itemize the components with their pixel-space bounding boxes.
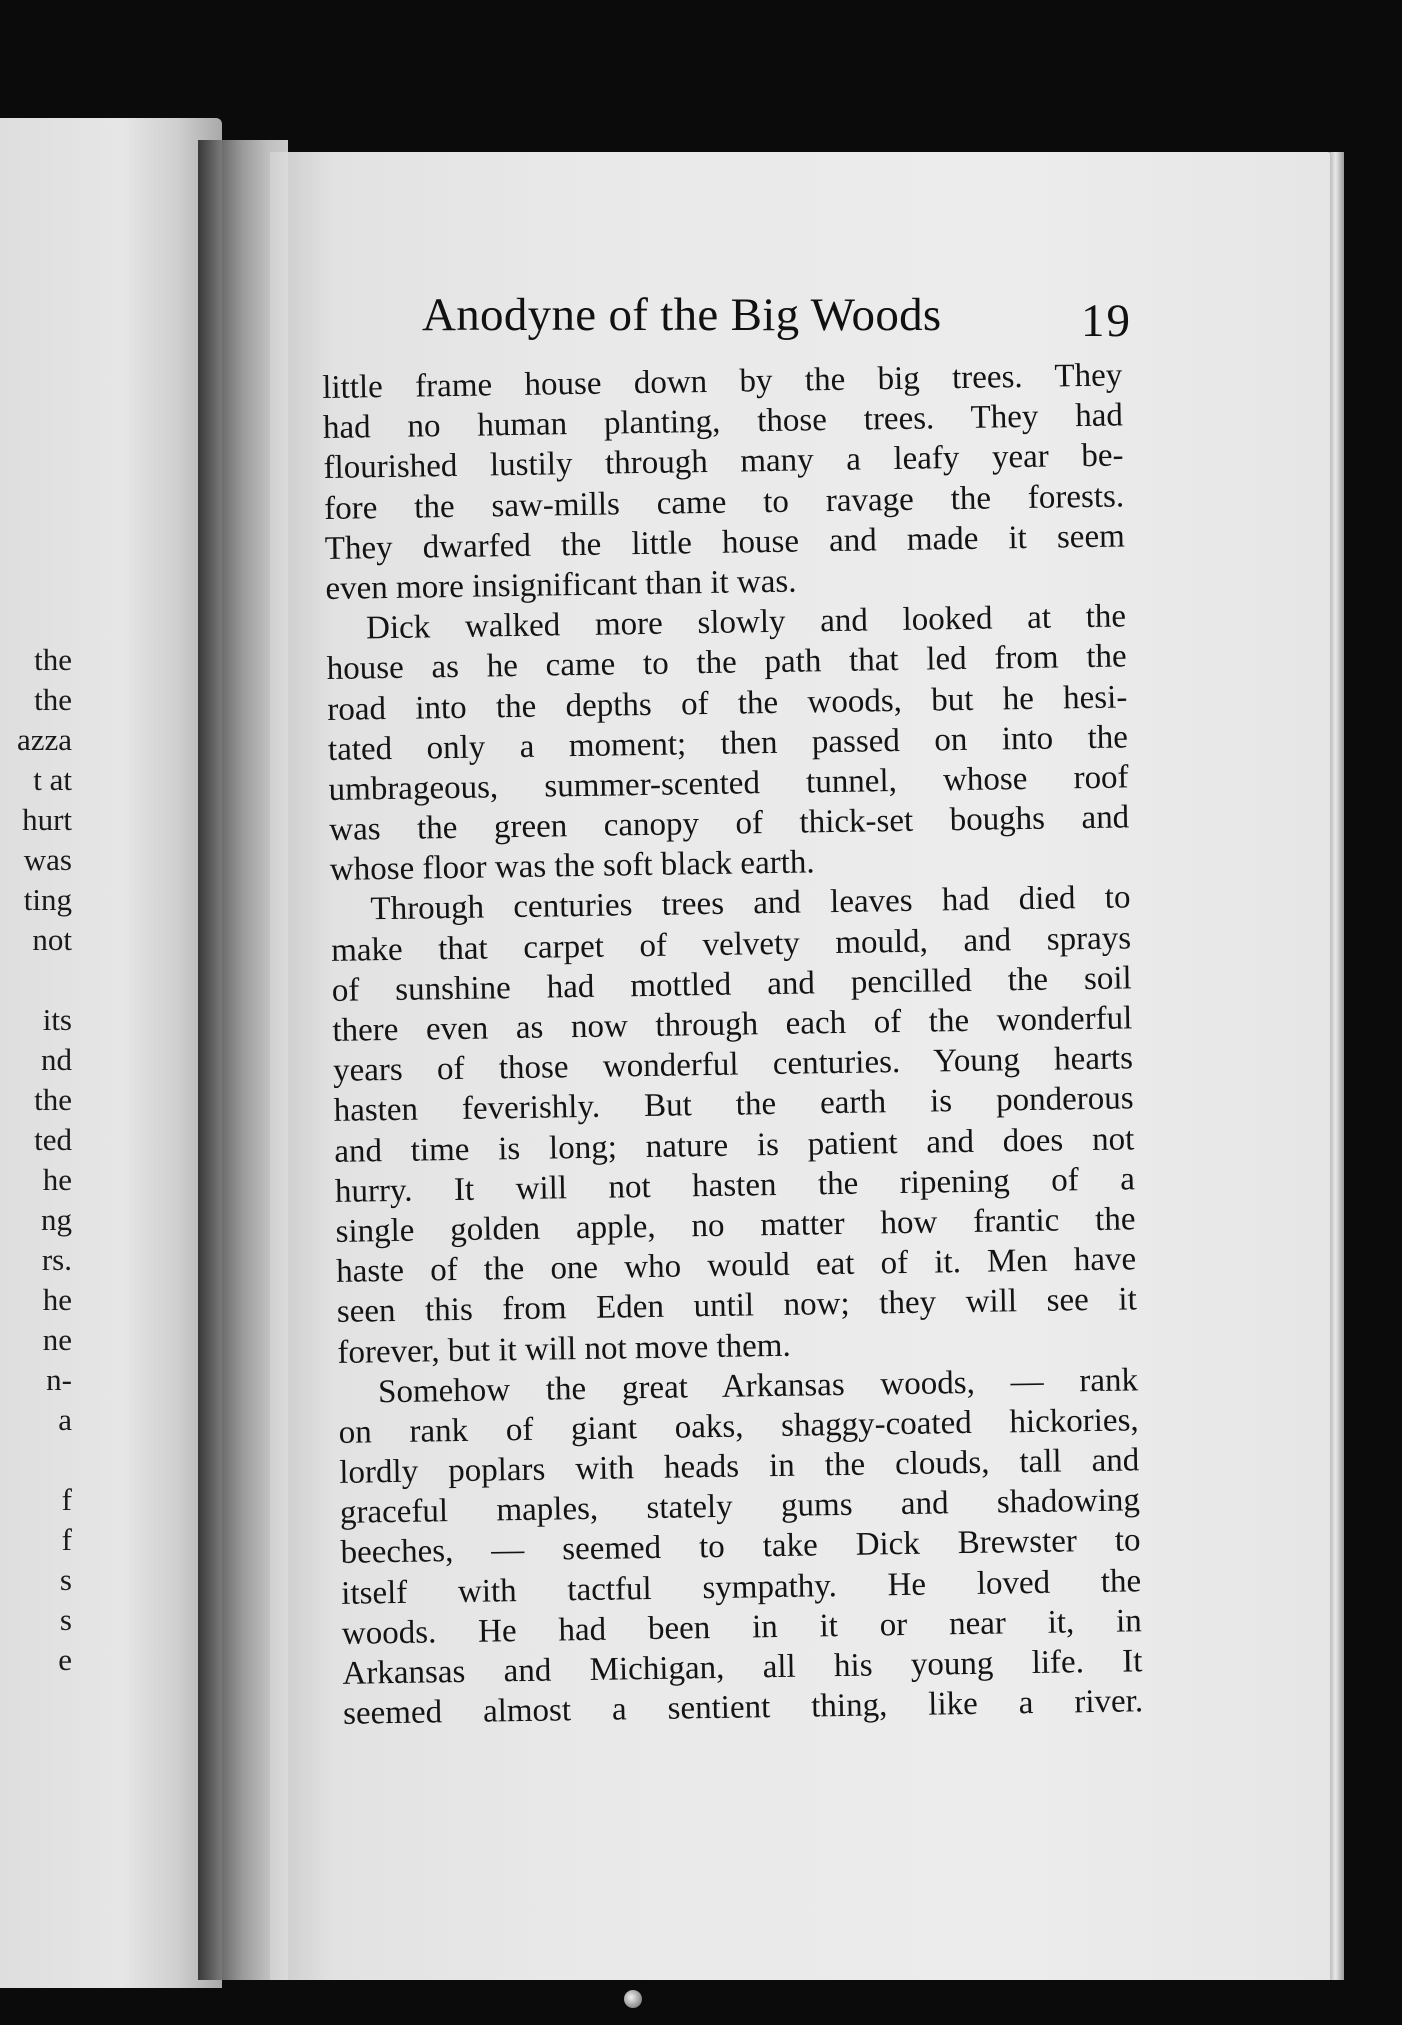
running-head-title: Anodyne of the Big Woods [422, 289, 942, 341]
page-edge [1330, 152, 1344, 1980]
facing-page-fragment: a [58, 1402, 72, 1437]
text-line: road into the depths of the woods, but he hesi- [327, 678, 1128, 728]
text-line: and time is long; nature is patient and does not [334, 1120, 1135, 1170]
text-line: itself with tactful sympathy. He loved the [340, 1562, 1142, 1612]
facing-page-text-fragments [0, 640, 72, 1680]
facing-page-fragment [0, 1440, 72, 1480]
text-line: They dwarfed the little house and made it seem [324, 518, 1126, 567]
facing-page-fragment: not [32, 922, 72, 957]
text-line: hurry. It will not hasten the ripening of a [334, 1161, 1136, 1210]
text-line: beeches, — seemed to take Dick Brewster to [340, 1522, 1141, 1572]
facing-page-fragment: s [59, 1562, 72, 1597]
facing-page-fragment: the [34, 682, 72, 717]
facing-page-fragment: t at [33, 762, 72, 797]
facing-page-fragment: ting [23, 882, 72, 917]
facing-page-fragment: f [61, 1482, 72, 1517]
facing-page-fragment: the [34, 642, 72, 677]
text-line: Somehow the great Arkansas woods, — rank [377, 1361, 1139, 1410]
text-line: Dick walked more slowly and looked at the [365, 598, 1127, 647]
text-line: fore the saw-mills came to ravage the forests. [323, 477, 1125, 527]
text-line: umbrageous, summer-scented tunnel, whose roof [328, 759, 1129, 808]
text-line: of sunshine had mottled and pencilled the soil [331, 960, 1132, 1009]
text-line: there even as now through each of the wonderful [332, 1000, 1133, 1049]
text-line: Arkansas and Michigan, all his young life. It [342, 1643, 1143, 1692]
facing-page-fragment: the [34, 1082, 72, 1117]
text-line: graceful maples, stately gums and shadowing [339, 1482, 1141, 1532]
text-line: make that carpet of velvety mould, and sprays [330, 919, 1132, 969]
facing-page-fragment [0, 960, 72, 1000]
facing-page-fragment: was [23, 842, 72, 877]
text-line: Through centuries trees and leaves had died to [370, 879, 1131, 928]
text-line: was the green canopy of thick-set boughs and [328, 799, 1130, 849]
body-text [322, 355, 1143, 1734]
facing-page-fragment: he [42, 1282, 72, 1317]
text-line: little frame house down by the big trees. They [322, 357, 1123, 406]
facing-page-fragment: he [42, 1162, 72, 1197]
text-line: lordly poplars with heads in the clouds, tall and [339, 1442, 1140, 1491]
page-number: 19 [1081, 295, 1132, 347]
text-line: flourished lustily through many a leafy year be- [323, 437, 1124, 487]
text-line: had no human planting, those trees. They had [322, 397, 1124, 447]
facing-page-fragment: s [59, 1602, 72, 1637]
text-line: single golden apple, no matter how frantic the [335, 1201, 1136, 1250]
facing-page-fragment: ng [41, 1202, 72, 1237]
text-line: seemed almost a sentient thing, like a river. [342, 1683, 1144, 1733]
facing-page-fragment: e [58, 1642, 72, 1677]
bottom-ornament-icon [624, 1990, 642, 2008]
facing-page-fragment: rs. [41, 1242, 72, 1277]
facing-page-fragment: nd [41, 1042, 72, 1077]
facing-page-fragment: f [61, 1522, 72, 1557]
text-line: years of those wonderful centuries. Young hearts [332, 1040, 1134, 1090]
facing-page-fragment: azza [16, 722, 72, 757]
text-line: woods. He had been in it or near it, in [341, 1603, 1143, 1652]
text-line: on rank of giant oaks, shaggy-coated hickories, [338, 1402, 1139, 1451]
facing-page-fragment: n- [46, 1362, 72, 1397]
facing-page-fragment: ted [34, 1122, 72, 1157]
text-line: hasten feverishly. But the earth is ponderous [333, 1080, 1134, 1130]
text-line: whose floor was the soft black earth. [329, 844, 815, 889]
running-header [422, 288, 1132, 347]
text-line: tated only a moment; then passed on into the [327, 719, 1129, 768]
text-line: even more insignificant than it was. [325, 563, 797, 607]
text-line: house as he came to the path that led from the [326, 638, 1127, 688]
facing-page-fragment: ne [42, 1322, 72, 1357]
facing-page-fragment: its [42, 1002, 72, 1037]
facing-page-fragment: hurt [22, 802, 72, 837]
binding-gutter [198, 140, 288, 1980]
text-line: haste of the one who would eat of it. Men have [335, 1241, 1137, 1291]
text-line: seen this from Eden until now; they will see it [336, 1281, 1138, 1331]
text-line: forever, but it will not move them. [337, 1327, 791, 1371]
